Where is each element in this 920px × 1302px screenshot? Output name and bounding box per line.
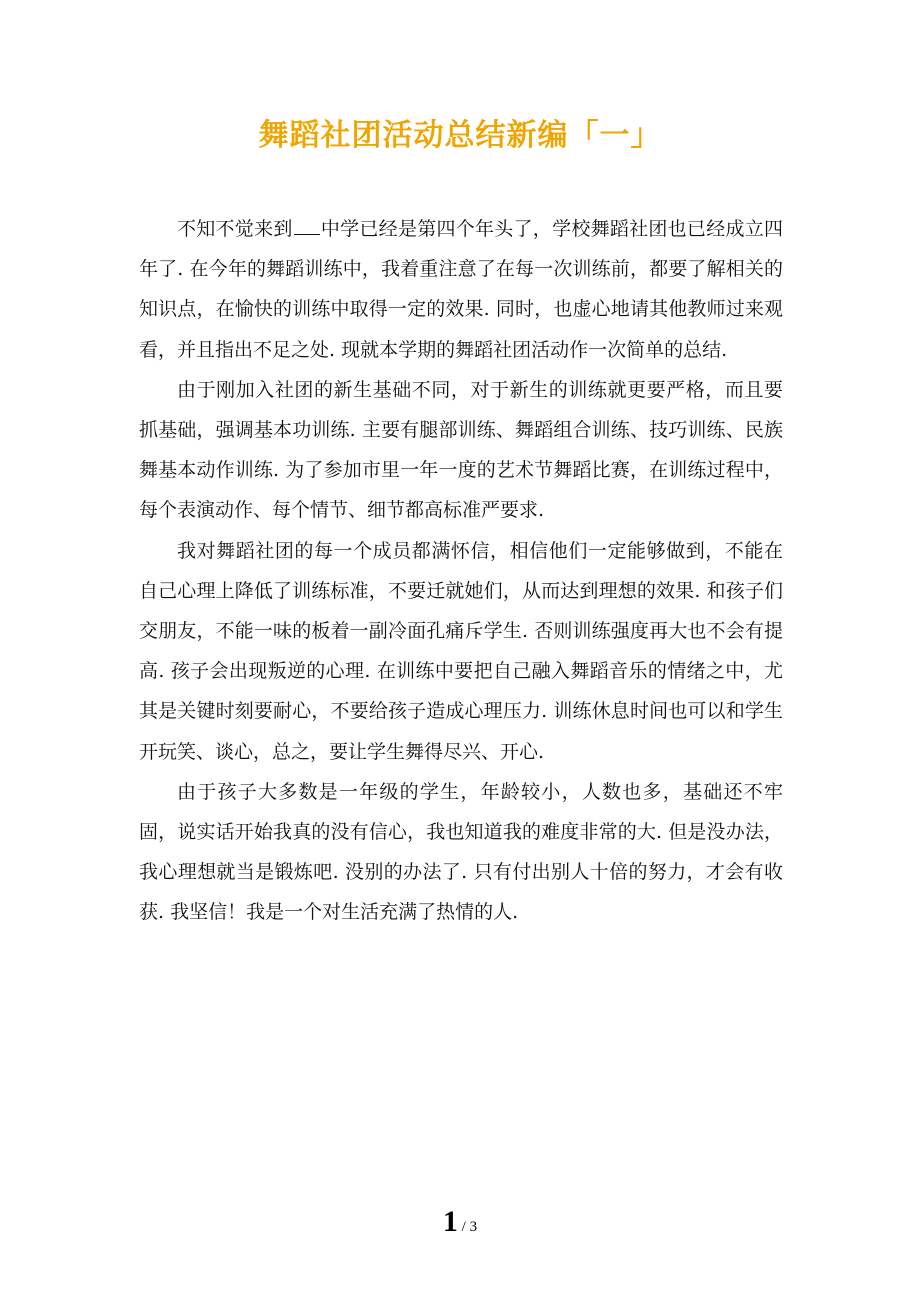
paragraph-1-rest: 中学已经是第四个年头了，学校舞蹈社团也已经成立四年了. 在今年的舞蹈训练中，我着重注意了在每一次训练前，都要了解相关的知识点，在愉快的训练中取得一定的效果. 同时，也虚心地请其他教师过来观看，并且指出不足之处. 现就本学期的舞蹈社团活动作一次简单的总结. — [139, 218, 783, 361]
page-separator: / — [457, 1219, 470, 1235]
document-title: 舞蹈社团活动总结新编「一」 — [258, 118, 662, 153]
paragraph-4: 由于孩子大多数是一年级的学生，年龄较小，人数也多，基础还不牢固，说实话开始我真的没有信心，我也知道我的难度非常的大. 但是没办法，我心理想就当是锻炼吧. 没别的办法了. 只有付出别人十倍的努力，才会有收获. 我坚信！我是一个对生活充满了热情的人. — [139, 780, 783, 924]
total-pages: 3 — [469, 1219, 478, 1235]
document-body — [139, 209, 783, 933]
paragraph-3: 我对舞蹈社团的每一个成员都满怀信，相信他们一定能够做到，不能在自己心理上降低了训练标准，不要迁就她们，从而达到理想的效果. 和孩子们交朋友，不能一味的板着一副冷面孔痛斥学生. 否则训练强度再大也不会有提高. 孩子会出现叛逆的心理. 在训练中要把自己融入舞蹈音乐的情绪之中，尤其是关键时刻要耐心，不要给孩子造成心理压力. 训练休息时间也可以和学生开玩笑、谈心，总之，要让学生舞得尽兴、开心. — [139, 539, 783, 763]
current-page-number: 1 — [442, 1205, 458, 1238]
paragraph-1-start: 不知不觉来到 — [177, 218, 293, 240]
fill-in-blank — [294, 233, 320, 235]
page-number — [0, 1205, 920, 1239]
paragraph-2: 由于刚加入社团的新生基础不同，对于新生的训练就更要严格，而且要抓基础，强调基本功训练. 主要有腿部训练、舞蹈组合训练、技巧训练、民族舞基本动作训练. 为了参加市里一年一度的艺术节舞蹈比赛，在训练过程中，每个表演动作、每个情节、细节都高标准严要求. — [139, 378, 783, 522]
paragraph-1 — [139, 209, 783, 370]
